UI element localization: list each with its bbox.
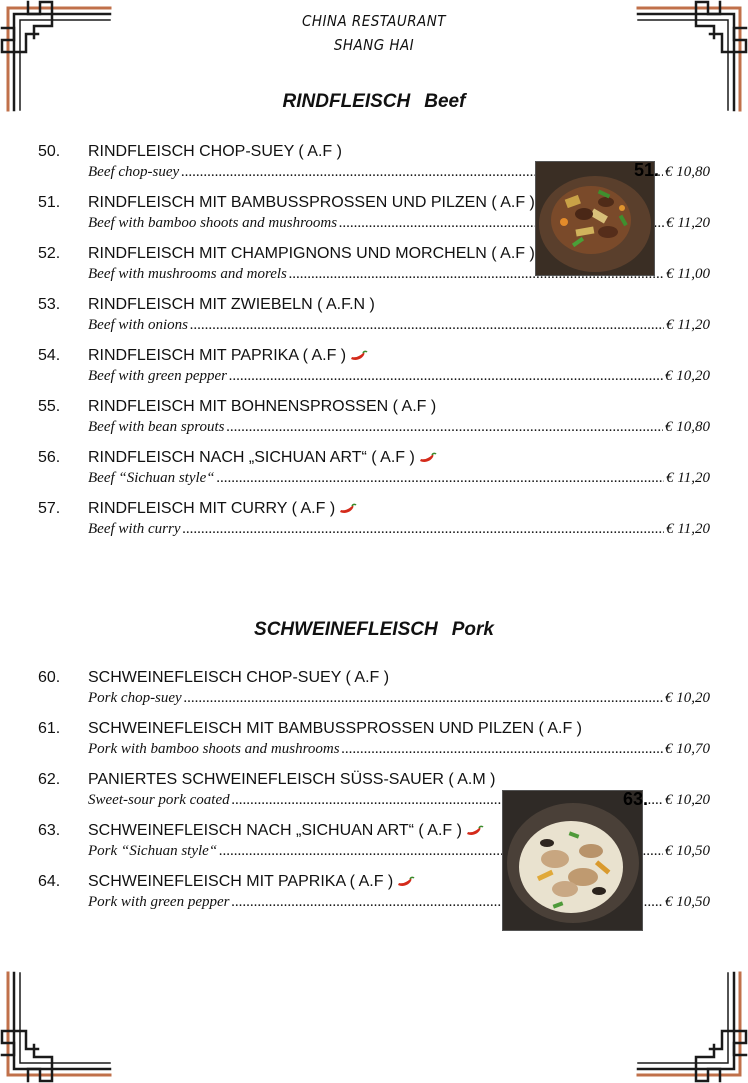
section-title-en: Pork [451,619,494,640]
item-description-line [88,741,710,759]
item-description-line [88,470,710,488]
item-number: 54. [38,347,61,364]
item-name-text: RINDFLEISCH CHOP-SUEY ( A.F ) [88,143,342,160]
item-description-line [88,368,710,386]
item-number: 52. [38,245,61,262]
item-name-en: Beef with green pepper [88,368,227,384]
item-description-line [88,690,710,708]
item-price: € 11,20 [666,521,710,537]
item-name-en: Beef with bamboo shoots and mushrooms [88,215,338,231]
item-name-de [88,245,535,263]
item-price: € 10,50 [665,843,710,859]
menu-item [38,720,710,764]
section-title-beef [0,91,748,113]
item-name-de [88,500,357,518]
item-number: 50. [38,143,61,160]
item-price: € 10,50 [665,894,710,910]
item-name-text: SCHWEINEFLEISCH CHOP-SUEY ( A.F ) [88,669,390,686]
item-number: 64. [38,873,61,890]
restaurant-name: CHINA RESTAURANT [302,12,446,30]
item-name-en: Pork chop-suey [88,690,182,706]
item-description-line [88,419,710,437]
item-price: € 10,80 [665,419,710,435]
item-name-text: RINDFLEISCH NACH „SICHUAN ART“ ( A.F ) [88,449,415,466]
item-name-de [88,449,437,467]
item-price: € 11,20 [666,215,710,231]
item-name-en: Beef with curry [88,521,181,537]
item-name-text: SCHWEINEFLEISCH MIT BAMBUSSPROSSEN UND PILZEN ( A.F ) [88,720,582,737]
menu-item [38,669,710,713]
item-name-text: SCHWEINEFLEISCH MIT PAPRIKA ( A.F ) [88,873,394,890]
item-name-text: RINDFLEISCH MIT PAPRIKA ( A.F ) [88,347,347,364]
section-title-pork [0,619,748,641]
dot-leader [227,419,663,436]
item-name-text: RINDFLEISCH MIT ZWIEBELN ( A.F.N ) [88,296,375,313]
item-name-de [88,194,535,212]
item-number: 61. [38,720,61,737]
item-name-en: Pork “Sichuan style“ [88,843,218,859]
item-name-de [88,669,389,687]
item-name-text: PANIERTES SCHWEINEFLEISCH SÜSS-SAUER ( A.M ) [88,771,496,788]
item-name-text: SCHWEINEFLEISCH NACH „SICHUAN ART“ ( A.F ) [88,822,462,839]
item-number: 63. [38,822,61,839]
dot-leader [217,470,664,487]
dot-leader [342,741,663,758]
item-name-en: Pork with green pepper [88,894,230,910]
dish-photo-pork [502,790,643,931]
item-price: € 10,80 [665,164,710,180]
corner-ornament [0,971,112,1083]
item-price: € 10,20 [665,690,710,706]
item-name-en: Beef with bean sprouts [88,419,225,435]
item-name-text: RINDFLEISCH MIT BOHNENSPROSSEN ( A.F ) [88,398,437,415]
item-name-de [88,143,342,161]
item-name-de [88,771,495,789]
item-price: € 10,20 [665,792,710,808]
chili-pepper-icon [418,452,437,464]
chili-pepper-icon [396,876,415,888]
item-name-en: Beef with onions [88,317,188,333]
section-title-de: SCHWEINEFLEISCH [254,619,438,640]
restaurant-location: SHANG HAI [333,36,415,54]
item-name-en: Beef with mushrooms and morels [88,266,287,282]
item-number: 51. [38,194,61,211]
item-number: 62. [38,771,61,788]
item-name-en: Pork with bamboo shoots and mushrooms [88,741,340,757]
item-name-de [88,822,484,840]
chili-pepper-icon [338,503,357,515]
item-number: 57. [38,500,61,517]
item-name-text: RINDFLEISCH MIT CHAMPIGNONS UND MORCHELN ( A.F ) [88,245,535,262]
photo-label: 51. [634,160,660,180]
item-price: € 11,20 [666,470,710,486]
dot-leader [182,521,664,538]
dot-leader [190,317,664,334]
item-description-line [88,317,710,335]
section-title-en: Beef [424,91,466,112]
item-description-line [88,521,710,539]
item-name-de [88,296,375,314]
menu-item [38,398,710,442]
item-name-de [88,873,415,891]
chili-pepper-icon [465,825,484,837]
item-name-de [88,398,436,416]
menu-item [38,347,710,391]
menu-item [38,449,710,493]
chili-pepper-icon [349,350,368,362]
item-number: 56. [38,449,61,466]
item-number: 60. [38,669,61,686]
item-name-en: Beef chop-suey [88,164,180,180]
dot-leader [184,690,663,707]
item-name-text: RINDFLEISCH MIT BAMBUSSPROSSEN UND PILZEN ( A.F ) [88,194,535,211]
item-name-en: Beef “Sichuan style“ [88,470,215,486]
item-price: € 10,70 [665,741,710,757]
menu-item [38,500,710,544]
item-price: € 11,20 [666,317,710,333]
corner-ornament [636,971,748,1083]
item-price: € 10,20 [665,368,710,384]
item-name-de [88,347,368,365]
dot-leader [229,368,663,385]
item-name-en: Sweet-sour pork coated [88,792,230,808]
item-price: € 11,00 [666,266,710,282]
item-name-text: RINDFLEISCH MIT CURRY ( A.F ) [88,500,336,517]
item-number: 55. [38,398,61,415]
item-name-de [88,720,582,738]
photo-label: 63. [623,789,649,809]
menu-item [38,296,710,340]
section-title-de: RINDFLEISCH [282,91,411,112]
item-number: 53. [38,296,61,313]
